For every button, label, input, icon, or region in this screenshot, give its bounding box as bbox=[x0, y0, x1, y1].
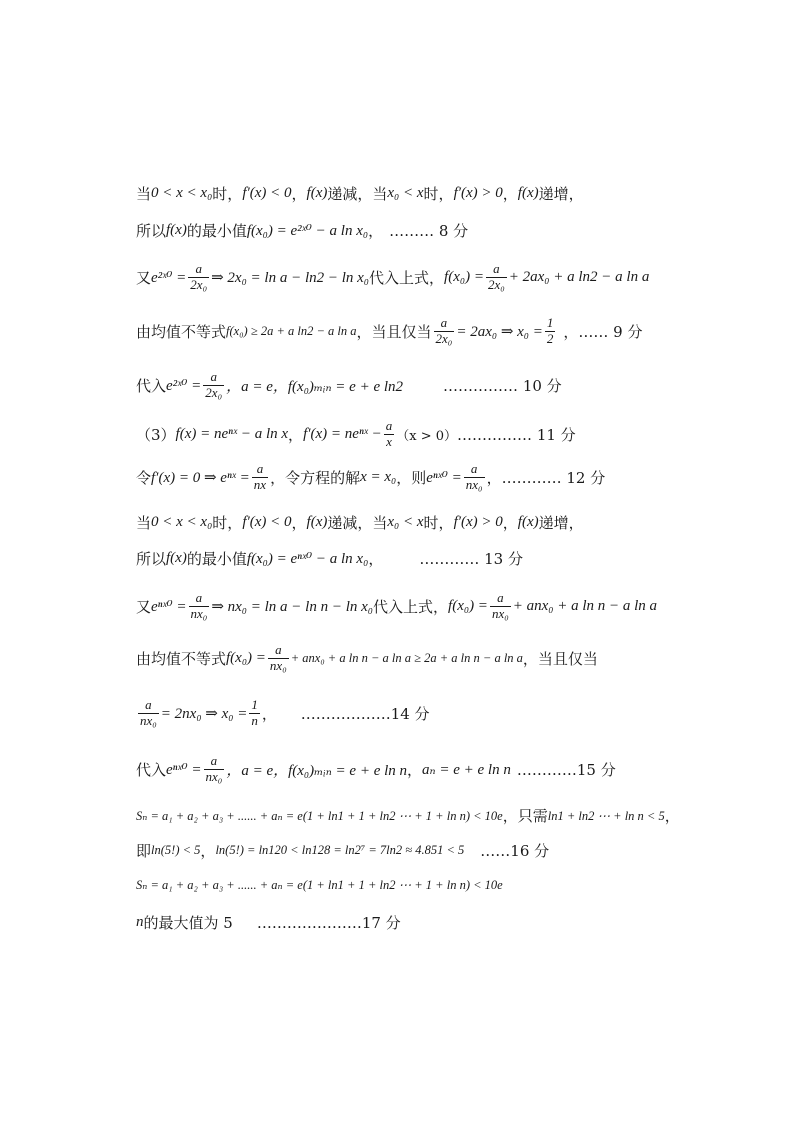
numerator: 1 bbox=[251, 697, 258, 712]
numerator: 1 bbox=[546, 315, 554, 330]
score-label: …………………17 分 bbox=[256, 914, 401, 932]
score-label: …………15 分 bbox=[516, 760, 616, 779]
numerator: a bbox=[470, 461, 478, 476]
proof-line-16 bbox=[136, 877, 774, 893]
denominator: nx₀ bbox=[190, 605, 208, 621]
math: f′(x) = neⁿˣ − bbox=[303, 425, 382, 442]
fraction bbox=[486, 262, 507, 293]
text: （3） bbox=[136, 425, 176, 444]
score-label: ………… 13 分 bbox=[419, 550, 523, 568]
text: 递增， bbox=[538, 514, 584, 532]
denominator: 2x₀ bbox=[190, 276, 208, 292]
math: f′(x) > 0 bbox=[453, 514, 503, 530]
math: eⁿˣ⁰ = bbox=[151, 598, 187, 615]
score-label: …………… 10 分 bbox=[443, 376, 562, 395]
text: ，当且仅当 bbox=[522, 649, 598, 668]
fraction bbox=[490, 591, 511, 622]
text: 时， bbox=[212, 514, 243, 532]
math: f(x₀) = bbox=[444, 268, 484, 285]
fraction bbox=[189, 591, 210, 622]
fraction bbox=[268, 643, 289, 674]
denominator: nx₀ bbox=[269, 657, 287, 673]
text: 的最小值 bbox=[186, 550, 247, 568]
text: ， bbox=[200, 842, 216, 860]
text: 又 bbox=[136, 268, 152, 287]
text: 代入上式， bbox=[369, 268, 445, 287]
math: ln1 + ln2 ⋯ + ln n < 5 bbox=[547, 808, 665, 823]
math: e²ˣ⁰ = bbox=[166, 377, 202, 394]
text: 递减，当 bbox=[327, 514, 388, 532]
text: 的最大值为 5 bbox=[143, 914, 233, 932]
math: f(x) = neⁿˣ − a ln x bbox=[175, 425, 289, 442]
math: Sₙ = a₁ + a₂ + a₃ + ...... + aₙ = e(1 + ln1 + 1 + ln2 ⋯ + 1 + ln n) < 10e bbox=[136, 878, 503, 892]
denominator: nx₀ bbox=[465, 476, 483, 492]
score-label: ，…… 9 分 bbox=[563, 322, 643, 341]
math: ，a = e，f(x₀)ₘᵢₙ = e + e ln2 bbox=[226, 378, 404, 395]
math: ln(5!) < 5 bbox=[151, 843, 201, 857]
math: x₀ < x bbox=[387, 514, 424, 530]
proof-line-17 bbox=[136, 912, 774, 933]
numerator: a bbox=[195, 590, 203, 605]
numerator: a bbox=[493, 261, 500, 276]
math: f(x₀) = eⁿˣ⁰ − a ln x₀ bbox=[246, 551, 369, 567]
proof-line-1 bbox=[136, 183, 774, 204]
text: ， bbox=[291, 514, 307, 532]
numerator: a bbox=[256, 461, 264, 476]
math: ，a = e，f(x₀)ₘᵢₙ = e + e ln n bbox=[226, 762, 408, 779]
math: 0 < x < x₀ bbox=[151, 514, 213, 530]
numerator: a bbox=[497, 590, 504, 605]
text: ， bbox=[368, 222, 384, 240]
fraction bbox=[464, 462, 485, 493]
text: 时， bbox=[212, 185, 243, 203]
denominator: 2 bbox=[546, 330, 554, 346]
text: 递增， bbox=[538, 185, 584, 203]
text: （x > 0） bbox=[396, 428, 458, 444]
proof-line-2 bbox=[136, 220, 774, 241]
math: x₀ < x bbox=[387, 185, 424, 201]
proof-line-13 bbox=[136, 754, 774, 785]
math: eⁿˣ⁰ = bbox=[166, 761, 202, 778]
math: = 2ax₀ ⇒ x₀ = bbox=[456, 323, 543, 340]
denominator: n bbox=[251, 712, 258, 728]
math: ⇒ 2x₀ = ln a − ln2 − ln x₀ bbox=[211, 269, 370, 286]
denominator: nx₀ bbox=[205, 768, 223, 784]
denominator: x bbox=[386, 433, 392, 449]
math: n bbox=[136, 914, 144, 930]
math: + anx₀ + a ln n − a ln a ≥ 2a + a ln n − a ln a bbox=[290, 650, 523, 665]
math: e²ˣ⁰ = bbox=[151, 269, 187, 286]
text: 由均值不等式 bbox=[136, 649, 227, 668]
fraction bbox=[188, 262, 209, 293]
numerator: a bbox=[210, 753, 218, 768]
proof-line-7 bbox=[136, 462, 774, 493]
text: ， bbox=[502, 514, 518, 532]
proof-line-3 bbox=[136, 262, 774, 293]
text: ， bbox=[291, 185, 307, 203]
denominator: 2x₀ bbox=[205, 384, 223, 400]
text: 当 bbox=[136, 185, 152, 203]
proof-line-10 bbox=[136, 591, 774, 622]
math: eⁿˣ⁰ = bbox=[426, 469, 462, 486]
math: f′(x) < 0 bbox=[242, 514, 292, 530]
math: f(x₀) = bbox=[226, 649, 266, 666]
math: x = x₀ bbox=[360, 468, 397, 485]
math: f′(x) = 0 ⇒ eⁿˣ = bbox=[151, 469, 250, 486]
score-label: ……16 分 bbox=[480, 842, 550, 860]
math: f′(x) > 0 bbox=[453, 185, 503, 201]
fraction bbox=[249, 698, 260, 729]
proof-line-14 bbox=[136, 805, 774, 826]
text: 代入 bbox=[136, 376, 167, 395]
fraction bbox=[138, 698, 159, 729]
math: f(x) bbox=[166, 550, 187, 566]
math: f(x₀) ≥ 2a + a ln2 − a ln a bbox=[226, 323, 357, 338]
math: Sₙ = a₁ + a₂ + a₃ + ...... + aₙ = e(1 + ln1 + 1 + ln2 ⋯ + 1 + ln n) < 10e bbox=[136, 808, 503, 823]
score-label: ，………… 12 分 bbox=[486, 468, 606, 487]
text: 所以 bbox=[136, 550, 167, 568]
math: f(x) bbox=[306, 185, 328, 201]
text: 所以 bbox=[136, 222, 167, 240]
math: + anx₀ + a ln n − a ln a bbox=[512, 597, 658, 614]
text: ， bbox=[407, 760, 423, 779]
numerator: a bbox=[385, 418, 393, 433]
denominator: nx₀ bbox=[491, 605, 509, 621]
proof-line-12 bbox=[136, 698, 774, 729]
text: ，只需 bbox=[502, 807, 548, 825]
numerator: a bbox=[210, 369, 217, 384]
text: 即 bbox=[136, 842, 152, 860]
denominator: 2x₀ bbox=[487, 276, 505, 292]
denominator: nx₀ bbox=[140, 712, 157, 728]
numerator: a bbox=[145, 697, 152, 712]
text: 递减，当 bbox=[327, 185, 388, 203]
text: 时， bbox=[423, 185, 454, 203]
proof-line-9 bbox=[136, 548, 774, 569]
math: f(x) bbox=[166, 222, 187, 238]
text: ，当且仅当 bbox=[356, 322, 432, 341]
math: f(x₀) = bbox=[448, 597, 488, 614]
math: = 2nx₀ ⇒ x₀ = bbox=[160, 705, 248, 722]
fraction bbox=[204, 754, 225, 785]
score-label: …………… 11 分 bbox=[457, 425, 576, 444]
denominator: nx bbox=[253, 476, 267, 492]
text: 代入上式， bbox=[373, 597, 449, 616]
text: 的最小值 bbox=[186, 222, 247, 240]
fraction bbox=[384, 419, 395, 450]
denominator: 2x₀ bbox=[435, 330, 453, 346]
math: f(x) bbox=[517, 514, 539, 530]
math: + 2ax₀ + a ln2 − a ln a bbox=[508, 268, 650, 285]
fraction bbox=[434, 316, 455, 347]
text: ，令方程的解 bbox=[270, 468, 361, 487]
text: ， bbox=[664, 807, 680, 825]
math: aₙ = e + e ln n bbox=[422, 761, 511, 778]
proof-line-15 bbox=[136, 840, 774, 861]
text: 令 bbox=[136, 468, 152, 487]
score-label: ， ………………14 分 bbox=[261, 704, 430, 723]
text: ， bbox=[288, 425, 304, 444]
math: f(x₀) = e²ˣ⁰ − a ln x₀ bbox=[246, 223, 369, 239]
math: ln(5!) = ln120 < ln128 = ln2⁷ = 7ln2 ≈ 4.851 < 5 bbox=[215, 843, 465, 857]
math: f′(x) < 0 bbox=[242, 185, 292, 201]
text: ， bbox=[502, 185, 518, 203]
proof-line-8 bbox=[136, 512, 774, 533]
text: ， bbox=[368, 550, 384, 568]
numerator: a bbox=[195, 261, 202, 276]
proof-line-11 bbox=[136, 643, 774, 674]
score-label: ……… 8 分 bbox=[389, 222, 469, 240]
proof-line-6 bbox=[136, 419, 774, 450]
math: f(x) bbox=[517, 185, 539, 201]
text: 时， bbox=[423, 514, 454, 532]
fraction bbox=[545, 316, 556, 347]
text: 又 bbox=[136, 597, 152, 616]
proof-line-4 bbox=[136, 316, 774, 347]
text: ，则 bbox=[396, 468, 427, 487]
numerator: a bbox=[275, 642, 282, 657]
proof-line-5 bbox=[136, 370, 774, 401]
fraction bbox=[252, 462, 268, 493]
math: 0 < x < x₀ bbox=[151, 185, 213, 201]
numerator: a bbox=[440, 315, 448, 330]
math: f(x) bbox=[306, 514, 328, 530]
text: 由均值不等式 bbox=[136, 322, 227, 341]
fraction bbox=[203, 370, 224, 401]
text: 当 bbox=[136, 514, 152, 532]
text: 代入 bbox=[136, 760, 167, 779]
math: ⇒ nx₀ = ln a − ln n − ln x₀ bbox=[211, 598, 374, 615]
